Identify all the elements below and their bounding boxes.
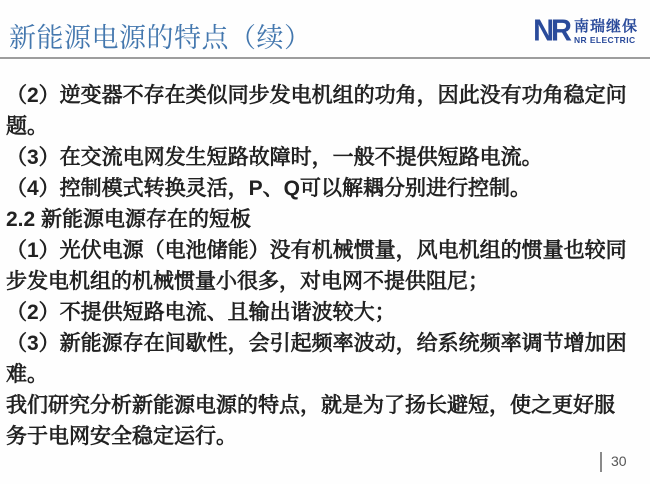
logo-text (574, 19, 638, 45)
header-divider (0, 57, 650, 59)
body-line-section-heading: 2.2 新能源电源存在的短板 (6, 208, 252, 231)
body-line: 步发电机组的机械惯量小很多，对电网不提供阻尼； (6, 270, 489, 293)
nr-logo-icon: NR (533, 14, 569, 48)
body-line: （4）控制模式转换灵活，P、Q可以解耦分别进行控制。 (6, 177, 532, 200)
body-line: （2）逆变器不存在类似同步发电机组的功角，因此没有功角稳定问 (6, 84, 627, 107)
body-line: （3）在交流电网发生短路故障时，一般不提供短路电流。 (6, 146, 543, 169)
body-line: 难。 (6, 363, 48, 386)
nr-electric-logo (533, 14, 638, 48)
body-line: （3）新能源存在间歇性，会引起频率波动，给系统频率调节增加困 (6, 332, 627, 355)
body-line: 我们研究分析新能源电源的特点，就是为了扬长避短，使之更好服 (6, 394, 615, 417)
body-line: 题。 (6, 115, 48, 138)
body-line: （1）光伏电源（电池储能）没有机械惯量，风电机组的惯量也较同 (6, 239, 627, 262)
body-line: 务于电网安全稳定运行。 (6, 425, 237, 448)
body-line: （2）不提供短路电流、且输出谐波较大； (6, 301, 396, 324)
slide-body (6, 80, 648, 452)
slide-title: 新能源电源的特点（续） (9, 23, 312, 53)
logo-company-name-en: NR ELECTRIC (573, 34, 636, 45)
page-number-divider (600, 452, 602, 472)
logo-company-name-cn: 南瑞继保 (573, 17, 638, 35)
page-number: 30 (611, 453, 627, 469)
